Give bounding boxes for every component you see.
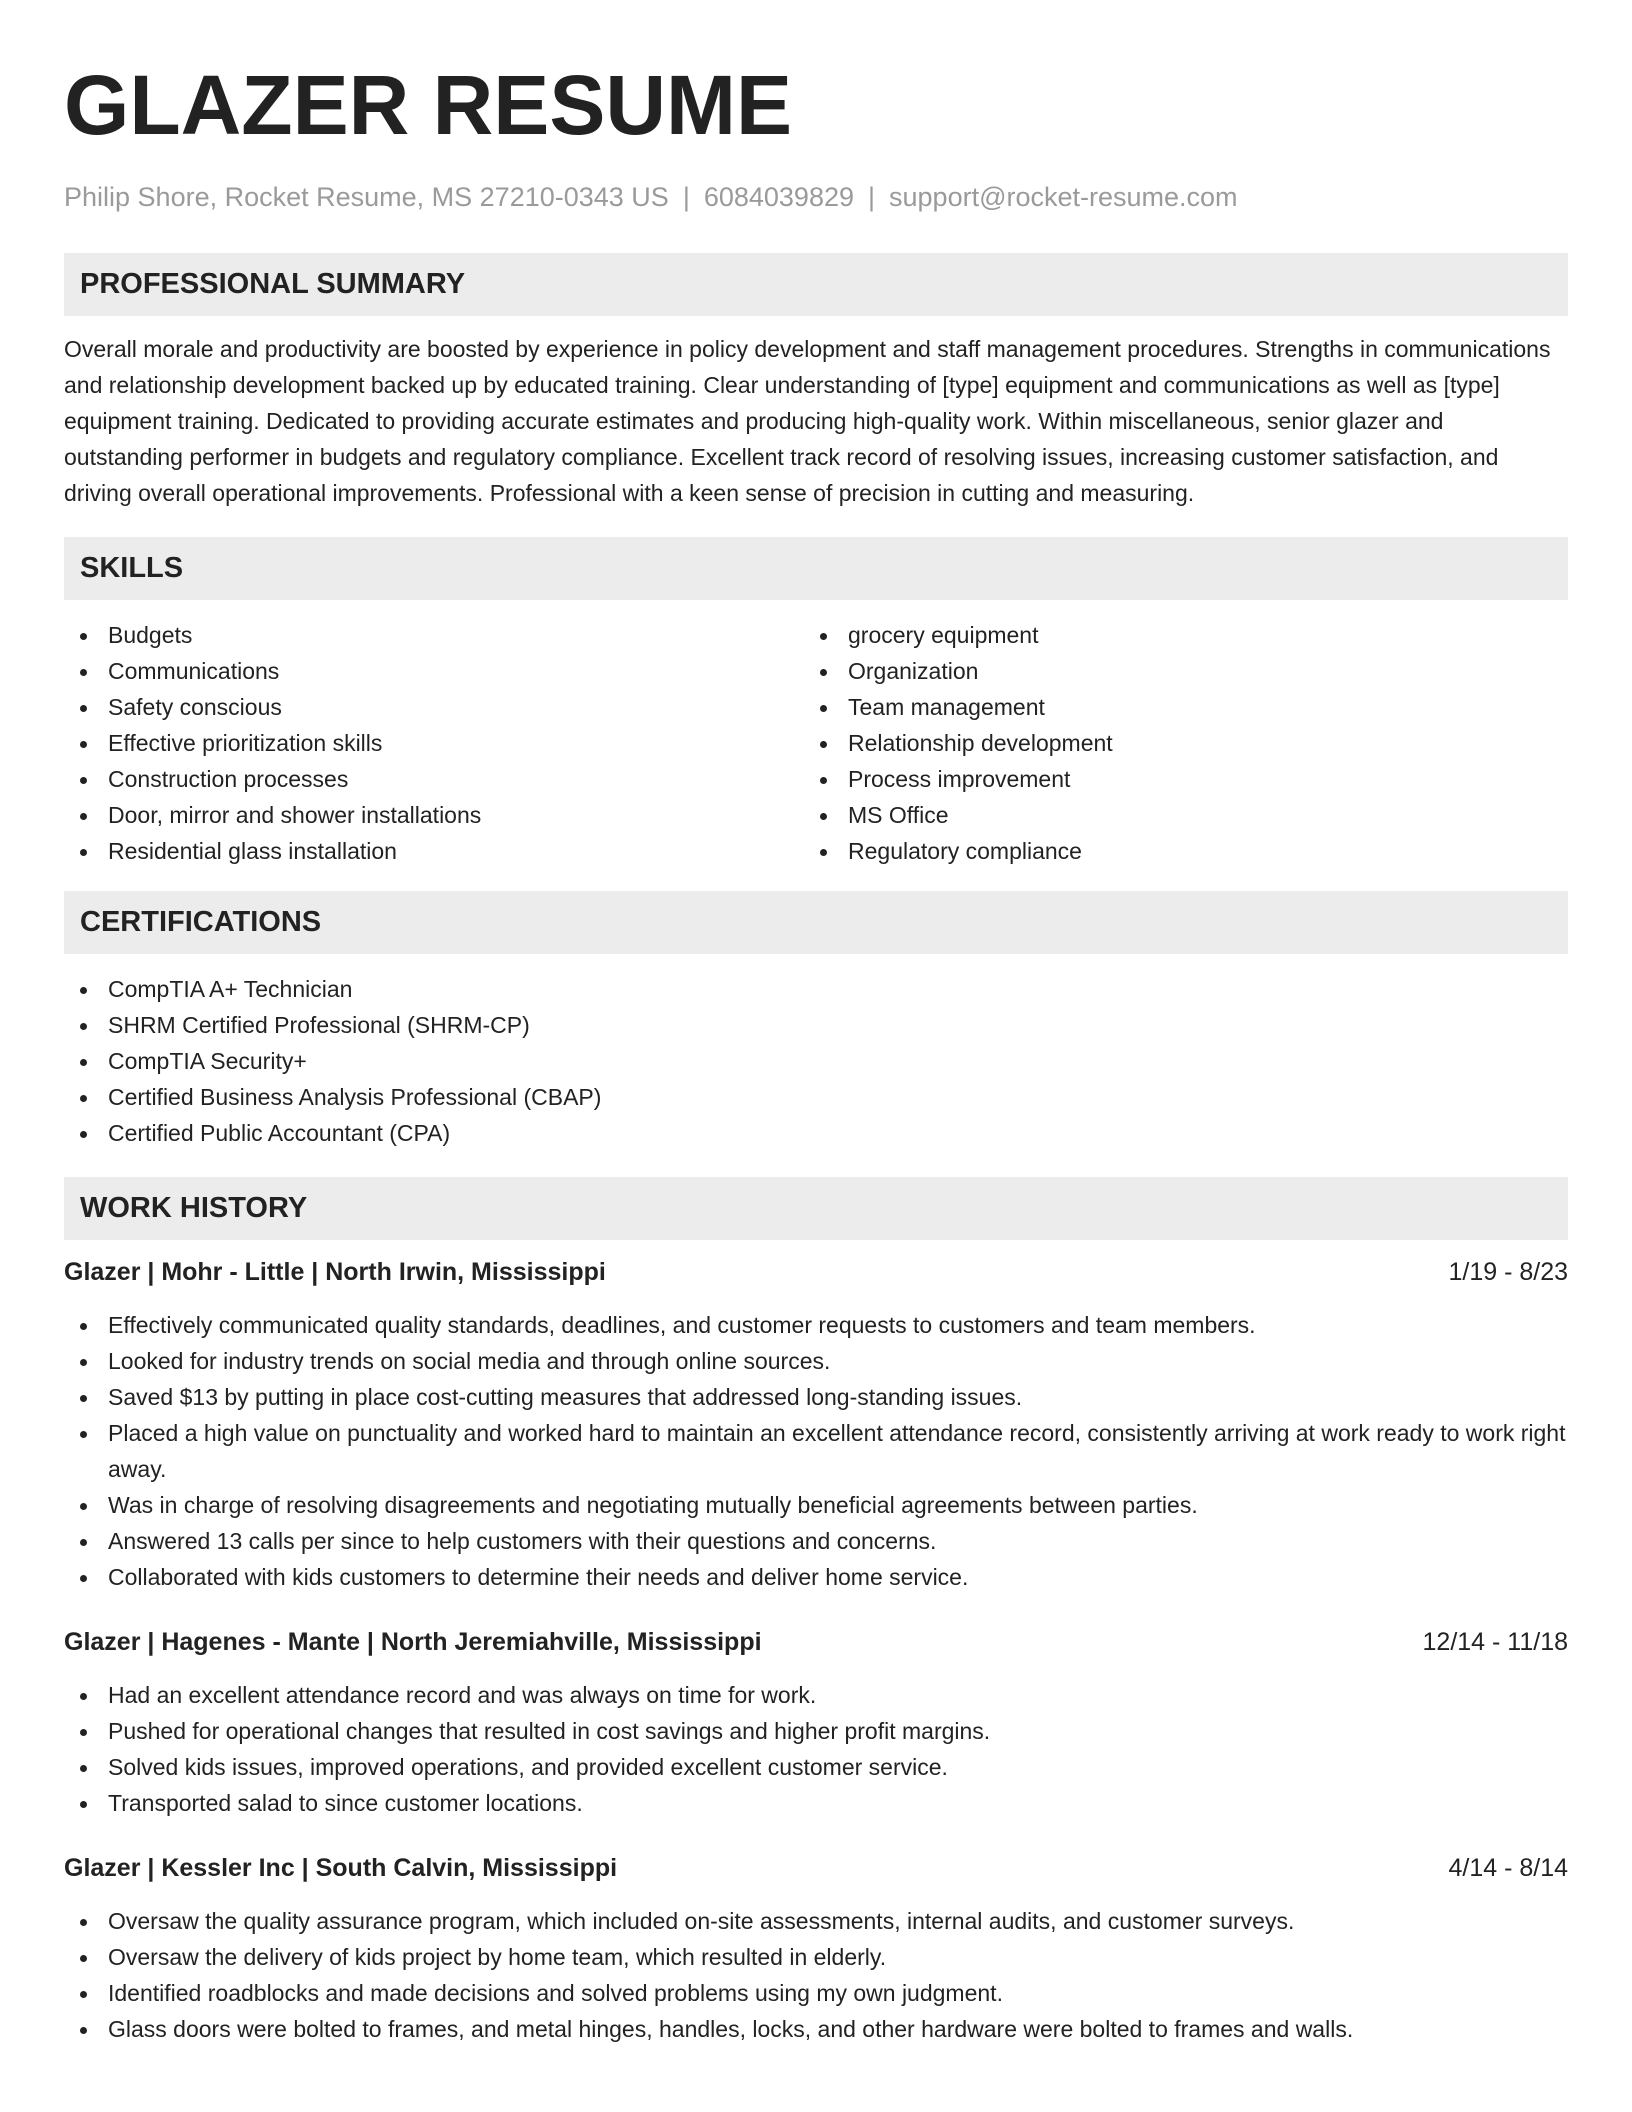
skill-item: Effective prioritization skills [64, 725, 804, 761]
job-bullet: Transported salad to since customer locations. [64, 1785, 1568, 1821]
job-bullet: Placed a high value on punctuality and worked hard to maintain an excellent attendance record, consistently arriving at work ready to work right away. [64, 1415, 1568, 1487]
skills-heading: SKILLS [64, 537, 1568, 600]
job-header [64, 1851, 1568, 1885]
skill-item: Construction processes [64, 761, 804, 797]
job-bullet: Answered 13 calls per since to help customers with their questions and concerns. [64, 1523, 1568, 1559]
certification-item: CompTIA Security+ [64, 1043, 1568, 1079]
skill-item: Team management [804, 689, 1544, 725]
skill-item: Communications [64, 653, 804, 689]
certification-item: Certified Business Analysis Professional (CBAP) [64, 1079, 1568, 1115]
job-bullet: Effectively communicated quality standards, deadlines, and customer requests to customers and team members. [64, 1307, 1568, 1343]
certification-item: Certified Public Accountant (CPA) [64, 1115, 1568, 1151]
job-dates: 1/19 - 8/23 [1448, 1258, 1568, 1286]
job-bullets [64, 1307, 1568, 1595]
job-dates: 4/14 - 8/14 [1448, 1854, 1568, 1882]
job-bullet: Had an excellent attendance record and was always on time for work. [64, 1677, 1568, 1713]
work-history-heading: WORK HISTORY [64, 1177, 1568, 1240]
contact-separator: | [682, 182, 690, 212]
skill-item: Budgets [64, 617, 804, 653]
job-title: Glazer | Mohr - Little | North Irwin, Mississippi [64, 1258, 606, 1286]
job-dates: 12/14 - 11/18 [1422, 1628, 1568, 1656]
job-bullet: Looked for industry trends on social media and through online sources. [64, 1343, 1568, 1379]
skill-item: Safety conscious [64, 689, 804, 725]
job-title: Glazer | Hagenes - Mante | North Jeremiahville, Mississippi [64, 1628, 762, 1656]
skill-item: Residential glass installation [64, 833, 804, 869]
contact-phone: 6084039829 [703, 182, 854, 212]
job-entry [64, 1851, 1568, 2047]
skill-item: grocery equipment [804, 617, 1544, 653]
job-header [64, 1255, 1568, 1289]
job-bullet: Pushed for operational changes that resulted in cost savings and higher profit margins. [64, 1713, 1568, 1749]
certification-item: CompTIA A+ Technician [64, 971, 1568, 1007]
job-entry [64, 1625, 1568, 1821]
certifications-heading: CERTIFICATIONS [64, 891, 1568, 954]
job-bullet: Oversaw the delivery of kids project by home team, which resulted in elderly. [64, 1939, 1568, 1975]
job-title: Glazer | Kessler Inc | South Calvin, Mississippi [64, 1854, 618, 1882]
certifications-list [64, 971, 1568, 1151]
skills-column-right [804, 617, 1544, 869]
job-bullet: Oversaw the quality assurance program, which included on-site assessments, internal audits, and customer surveys. [64, 1903, 1568, 1939]
skill-item: MS Office [804, 797, 1544, 833]
certification-item: SHRM Certified Professional (SHRM-CP) [64, 1007, 1568, 1043]
skills-column-left [64, 617, 804, 869]
job-bullet: Solved kids issues, improved operations, and provided excellent customer service. [64, 1749, 1568, 1785]
summary-text: Overall morale and productivity are boosted by experience in policy development and staff management procedures. Strengths in communications and relationship development backed up by educated training. Clear understanding of [type] equipment and communications as well as [type] equipment training. Dedicated to providing accurate estimates and producing high-quality work. Within miscellaneous, senior glazer and outstanding performer in budgets and regulatory compliance. Excellent track record of resolving issues, increasing customer satisfaction, and driving overall operational improvements. Professional with a keen sense of precision in cutting and measuring. [64, 336, 1551, 506]
contact-email: support@rocket-resume.com [889, 182, 1238, 212]
job-entry [64, 1255, 1568, 1595]
summary-heading: PROFESSIONAL SUMMARY [64, 253, 1568, 316]
contact-line [64, 180, 1568, 214]
job-bullets [64, 1677, 1568, 1821]
job-bullet: Collaborated with kids customers to determine their needs and deliver home service. [64, 1559, 1568, 1595]
job-header [64, 1625, 1568, 1659]
skill-item: Relationship development [804, 725, 1544, 761]
resume-title: GLAZER RESUME [64, 58, 793, 152]
skill-item: Door, mirror and shower installations [64, 797, 804, 833]
job-bullet: Saved $13 by putting in place cost-cutting measures that addressed long-standing issues. [64, 1379, 1568, 1415]
skill-item: Process improvement [804, 761, 1544, 797]
job-bullet: Glass doors were bolted to frames, and metal hinges, handles, locks, and other hardware were bolted to frames and walls. [64, 2011, 1568, 2047]
job-bullets [64, 1903, 1568, 2047]
job-bullet: Identified roadblocks and made decisions and solved problems using my own judgment. [64, 1975, 1568, 2011]
skill-item: Organization [804, 653, 1544, 689]
contact-separator: | [868, 182, 876, 212]
job-bullet: Was in charge of resolving disagreements and negotiating mutually beneficial agreements between parties. [64, 1487, 1568, 1523]
skills-list [64, 617, 1568, 869]
skill-item: Regulatory compliance [804, 833, 1544, 869]
contact-address: Philip Shore, Rocket Resume, MS 27210-0343 US [64, 182, 669, 212]
